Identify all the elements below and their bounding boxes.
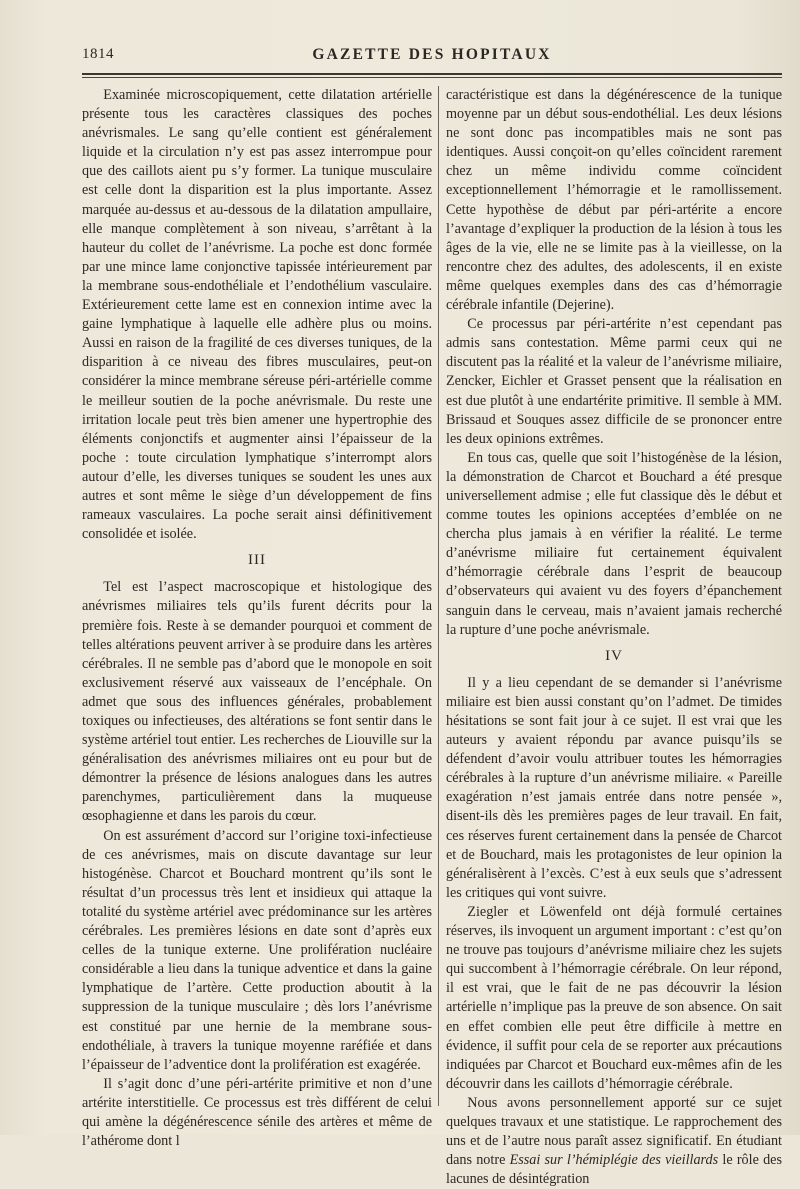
paragraph-text: le rôle des lacunes de désintégration [446,1152,782,1188]
section-heading-iii: III [248,552,266,569]
paragraph: Ziegler et Löwenfeld ont déjà formulé certaines réserves, ils invoquent un argument important : c’est qu’on ne trouve pas toujours d’anévrisme miliaire chez les sujets qui succombent à l’hémorragie cérébrale. On leur répond, il est vrai, que le fait de ne pas découvrir la lésion artérielle n’implique pas la preuve de son absence. On sait en effet combien elle peut être difficile à mettre en évidence, il suffit pour cela de se reporter aux précautions indiquées par Charcot et Bouchard eux-mêmes afin de les découvrir dans les caillots d’hémorragie cérébrale. [446,903,782,1092]
paragraph: Examinée microscopiquement, cette dilatation artérielle présente tous les caractères classiques des poches anévrismales. Le sang qu’elle contient est généralement liquide et la circulation n’y est pas assez interrompue pour que des caillots aient pu s’y former. La tunique musculaire est celle dont la disparition est la plus importante. Assez marquée au-dessus et au-dessous de la dilatation ampullaire, elle manque complètement à son niveau, s’arrêtant à la hauteur du collet de l’anévrisme. La poche est donc formée par une mince lame conjonctive tapissée intérieurement par la membrane sous-endothéliale et l’endothélium vasculaire. Extérieurement cette lame est en connexion intime avec la gaine lymphatique à laquelle elle adhère plus ou moins. Aussi en raison de la fragilité de ces diverses tuniques, de la disparition à ce niveau des fibres musculaires, peut-on considérer la mince membrane séreuse péri-artérielle comme le meilleur soutien de la poche anévrismale. Du reste une irritation locale peut très bien amener une hypertrophie des éléments conjonctifs et augmenter ainsi l’épaisseur de la poche : toute circulation lymphatique s’interrompt alors autour d’elle, les diverses tuniques se soudent les unes aux autres et sont même le siège d’un développement de fins rameaux vasculaires. La poche serait ainsi définitivement consolidée et isolée. [82,87,432,543]
right-column [446,86,782,1189]
page-header [82,46,782,68]
left-column [82,86,432,1151]
paragraph: Ce processus par péri-artérite n’est cependant pas admis sans contestation. Même parmi ceux qui ne discutent pas la réalité et la valeur de l’anévrisme miliaire, Zencker, Eichler et Grasset pensent que la réalisation en est due plutôt à une endartérite primitive. Il semble à MM. Brissaud et Souques assez difficile de se prononcer entre les deux opinions extrêmes. [446,316,782,447]
paragraph: Tel est l’aspect macroscopique et histologique des anévrismes miliaires tels qu’ils furent décrits pour la première fois. Reste à se demander pourquoi et comment de telles altérations peuvent arriver à se produire dans les artères cérébrales. Il ne semble pas d’abord que le monopole en soit exclusivement réservé aux vaisseaux de l’encéphale. On admet que sous des influences générales, probablement toxiques ou infectieuses, des altérations se font sentir dans le système artériel tout entier. Les recherches de Liouville sur la généralisation des anévrismes miliaires ont eu pour but de démontrer la présence de lésions analogues dans les autres parenchymes, particulièrement dans la muqueuse œsophagienne et dans les parois du cœur. [82,579,432,825]
paragraph [446,1094,782,1189]
section-heading-iv: IV [605,647,623,664]
book-title: Essai sur l’hémiplégie des vieillards [509,1152,719,1169]
header-rule-thin [82,77,782,78]
paragraph: Il y a lieu cependant de se demander si l’anévrisme miliaire est bien aussi constant qu’on l’admet. De timides hésitations se sont fait jour à ce sujet. Il est vrai que les auteurs y avaient répondu par avance puisqu’ils se défendent d’avoir voulu attribuer toutes les hémorragies cérébrales à la rupture d’un anévrisme miliaire. « Pareille exagération n’est jamais entrée dans notre pensée », disent-ils dès les premières pages de leur travail. En fait, ces réserves furent certainement dans la pensée de Charcot et de Bouchard, mais les protagonistes de leur opinion la généralisèrent à l’excès. C’est à eux seuls que s’adressent les critiques qui vont suivre. [446,674,782,901]
column-divider [438,86,439,1106]
paragraph: En tous cas, quelle que soit l’histogénèse de la lésion, la démonstration de Charcot et Bouchard a été presque universellement admise ; elle fut classique dès le début et comme toutes les opinions acceptées d’emblée on ne chercha plus jamais à en vérifier la réalité. Le terme d’anévrisme miliaire fut certainement équivalent d’hémorragie cérébrale dans l’esprit de beaucoup d’observateurs qui avaient vu des foyers d’épanchement sanguin dans le cerveau, mais n’avaient jamais recherché la rupture d’une poche anévrismale. [446,449,782,638]
paragraph: Il s’agit donc d’une péri-artérite primitive et non d’une artérite interstitielle. Ce processus est très différent de celui qui amène la dégénérescence sénile des artères et même de l’athérome dont l [82,1075,432,1150]
journal-title: GAZETTE DES HOPITAUX [312,46,552,63]
paragraph: caractéristique est dans la dégénérescence de la tunique moyenne par un début sous-endothélial. Les deux lésions ne sont donc pas incompatibles mais ne sont pas identiques. Aussi conçoit-on qu’elles coïncident rarement chez un même individu comme coïncident exceptionnellement l’hémorragie et le ramollissement. Cette hypothèse de début par péri-artérite a encore l’avantage d’expliquer la production de la lésion à tous les âges de la vie, elle ne se limite pas à la vieillesse, on la rencontre chez des adultes, des adolescents, il en existe même quelques exemples dans des cas d’hémorragie cérébrale infantile (Dejerine). [446,87,782,314]
header-rule [82,73,782,75]
page-number: 1814 [82,46,114,62]
paragraph: On est assurément d’accord sur l’origine toxi-infectieuse de ces anévrismes, mais on discute davantage sur leur histogénèse. Charcot et Bouchard montrent qu’ils sont le résultat d’un processus très lent et insidieux qui attaque la totalité du système artériel avec prédominance sur les artères cérébrales. Les premières lésions en date sont d’après eux celles de la tunique externe. Une prolifération nucléaire considérable a lieu dans la tunique adventice et dans la gaine lymphatique de l’artère. Cette production aboutit à la suppression de la tunique musculaire ; dès lors l’anévrisme est constitué par une hernie de la membrane sous-endothéliale, à travers la tunique moyenne raréfiée et dans l’épaisseur de l’adventice dont la prolifération est exagérée. [82,827,432,1073]
paragraph-text: Nous avons personnellement apporté sur ce sujet quelques travaux et une statistique. Le rapprochement des uns et de l’autre nous paraît assez significatif. En étudiant dans notre [446,1094,782,1169]
